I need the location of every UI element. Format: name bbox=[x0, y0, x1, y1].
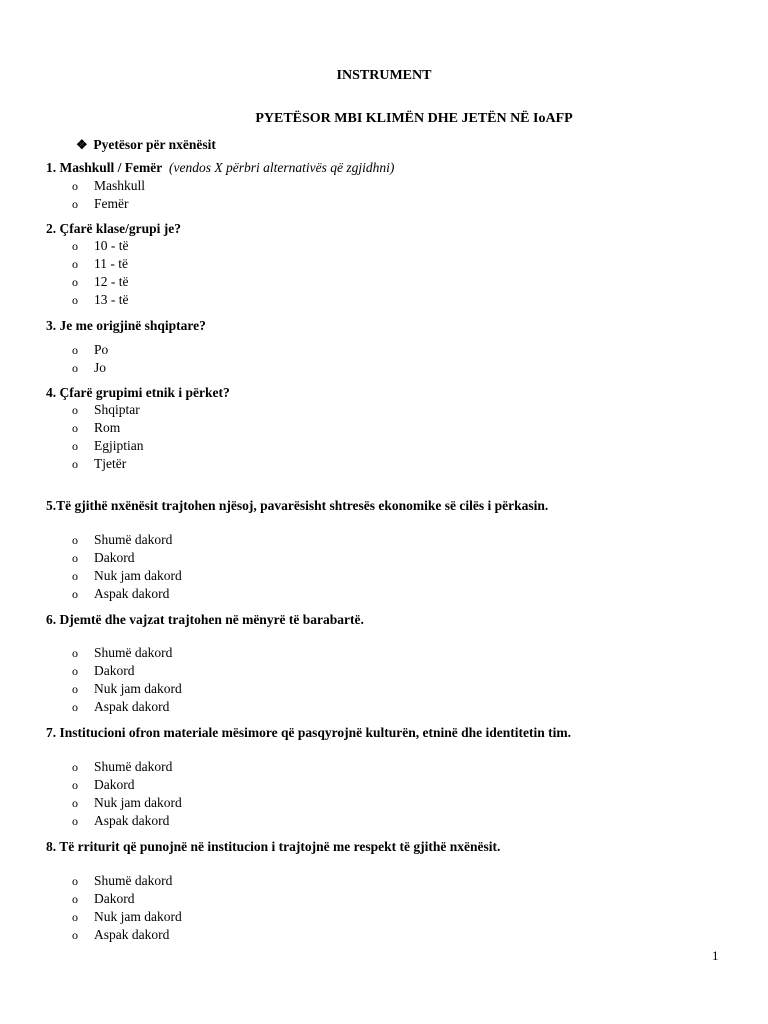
document-title: INSTRUMENT bbox=[336, 68, 432, 83]
option-item[interactable] bbox=[72, 813, 169, 829]
question-text: 6. Djemtë dhe vajzat trajtohen në mënyrë të barabartë. bbox=[46, 612, 364, 627]
question-text: 7. Institucioni ofron materiale mësimore që pasqyrojnë kulturën, etninë dhe identitetin tim. bbox=[46, 725, 571, 740]
option-item[interactable] bbox=[72, 292, 129, 308]
circle-marker-icon: o bbox=[72, 197, 78, 211]
option-item[interactable] bbox=[72, 360, 106, 376]
circle-marker-icon: o bbox=[72, 892, 78, 906]
question-text: 1. Mashkull / Femër bbox=[46, 160, 163, 175]
option-label: Jo bbox=[94, 360, 107, 375]
circle-marker-icon: o bbox=[72, 928, 78, 942]
option-item[interactable] bbox=[72, 909, 182, 925]
option-label: Shumë dakord bbox=[94, 873, 173, 888]
circle-marker-icon: o bbox=[72, 587, 78, 601]
question-7 bbox=[46, 725, 571, 741]
option-label: 12 - të bbox=[94, 274, 129, 289]
option-item[interactable] bbox=[72, 663, 135, 679]
option-item[interactable] bbox=[72, 402, 140, 418]
circle-marker-icon: o bbox=[72, 361, 78, 375]
option-label: Aspak dakord bbox=[94, 927, 170, 942]
option-label: Shumë dakord bbox=[94, 759, 173, 774]
option-label: Po bbox=[94, 342, 109, 357]
option-label: Nuk jam dakord bbox=[94, 568, 182, 583]
option-label: 13 - të bbox=[94, 292, 129, 307]
option-label: 10 - të bbox=[94, 238, 129, 253]
circle-marker-icon: o bbox=[72, 682, 78, 696]
circle-marker-icon: o bbox=[72, 257, 78, 271]
question-3 bbox=[46, 318, 206, 334]
option-item[interactable] bbox=[72, 256, 128, 272]
question-1 bbox=[46, 160, 394, 176]
option-item[interactable] bbox=[72, 927, 169, 943]
option-item[interactable] bbox=[72, 568, 182, 584]
option-label: Tjetër bbox=[94, 456, 127, 471]
circle-marker-icon: o bbox=[72, 778, 78, 792]
option-label: Dakord bbox=[94, 663, 135, 678]
circle-marker-icon: o bbox=[72, 439, 78, 453]
option-label: Aspak dakord bbox=[94, 699, 170, 714]
question-text: 4. Çfarë grupimi etnik i përket? bbox=[46, 385, 230, 400]
circle-marker-icon: o bbox=[72, 664, 78, 678]
circle-marker-icon: o bbox=[72, 569, 78, 583]
circle-marker-icon: o bbox=[72, 796, 78, 810]
circle-marker-icon: o bbox=[72, 646, 78, 660]
option-item[interactable] bbox=[72, 238, 129, 254]
question-text: 3. Je me origjinë shqiptare? bbox=[46, 318, 206, 333]
circle-marker-icon: o bbox=[72, 179, 78, 193]
circle-marker-icon: o bbox=[72, 760, 78, 774]
option-item[interactable] bbox=[72, 645, 172, 661]
question-text: 8. Të rriturit që punojnë në institucion i trajtojnë me respekt të gjithë nxënësit. bbox=[46, 839, 501, 854]
option-item[interactable] bbox=[72, 342, 108, 358]
option-label: Mashkull bbox=[94, 178, 146, 193]
circle-marker-icon: o bbox=[72, 293, 78, 307]
option-item[interactable] bbox=[72, 438, 144, 454]
option-item[interactable] bbox=[72, 420, 120, 436]
option-item[interactable] bbox=[72, 699, 169, 715]
option-label: Nuk jam dakord bbox=[94, 909, 182, 924]
circle-marker-icon: o bbox=[72, 700, 78, 714]
question-8 bbox=[46, 839, 500, 855]
option-item[interactable] bbox=[72, 532, 172, 548]
option-item[interactable] bbox=[72, 777, 135, 793]
question-note: (vendos X përbri alternativës që zgjidhni) bbox=[169, 160, 395, 175]
circle-marker-icon: o bbox=[72, 457, 78, 471]
circle-marker-icon: o bbox=[72, 403, 78, 417]
circle-marker-icon: o bbox=[72, 874, 78, 888]
question-4 bbox=[46, 385, 230, 401]
option-item[interactable] bbox=[72, 586, 169, 602]
circle-marker-icon: o bbox=[72, 551, 78, 565]
document-subtitle: PYETËSOR MBI KLIMËN DHE JETËN NË IoAFP bbox=[255, 111, 573, 126]
option-label: Rom bbox=[94, 420, 121, 435]
circle-marker-icon: o bbox=[72, 814, 78, 828]
question-text: 5.Të gjithë nxënësit trajtohen njësoj, pavarësisht shtresës ekonomike së cilës i përkasin. bbox=[46, 498, 549, 513]
section-heading bbox=[76, 137, 216, 153]
option-label: Shqiptar bbox=[94, 402, 140, 417]
option-label: 11 - të bbox=[94, 256, 128, 271]
option-item[interactable] bbox=[72, 196, 129, 212]
page-number: 1 bbox=[712, 948, 719, 963]
circle-marker-icon: o bbox=[72, 239, 78, 253]
option-item[interactable] bbox=[72, 759, 172, 775]
circle-marker-icon: o bbox=[72, 533, 78, 547]
option-label: Femër bbox=[94, 196, 129, 211]
question-text: 2. Çfarë klase/grupi je? bbox=[46, 221, 181, 236]
option-item[interactable] bbox=[72, 550, 135, 566]
option-item[interactable] bbox=[72, 873, 172, 889]
option-label: Egjiptian bbox=[94, 438, 144, 453]
option-label: Aspak dakord bbox=[94, 586, 170, 601]
option-item[interactable] bbox=[72, 178, 145, 194]
section-heading-text: Pyetësor për nxënësit bbox=[93, 137, 216, 152]
question-5 bbox=[46, 498, 548, 514]
option-item[interactable] bbox=[72, 681, 182, 697]
option-label: Nuk jam dakord bbox=[94, 795, 182, 810]
option-label: Aspak dakord bbox=[94, 813, 170, 828]
option-item[interactable] bbox=[72, 456, 126, 472]
question-6 bbox=[46, 612, 364, 628]
circle-marker-icon: o bbox=[72, 275, 78, 289]
circle-marker-icon: o bbox=[72, 910, 78, 924]
question-2 bbox=[46, 221, 181, 237]
option-label: Dakord bbox=[94, 891, 135, 906]
option-label: Shumë dakord bbox=[94, 532, 173, 547]
option-item[interactable] bbox=[72, 274, 129, 290]
option-label: Dakord bbox=[94, 777, 135, 792]
diamond-bullet-icon: ❖ bbox=[76, 137, 88, 152]
circle-marker-icon: o bbox=[72, 421, 78, 435]
option-item[interactable] bbox=[72, 891, 135, 907]
option-item[interactable] bbox=[72, 795, 182, 811]
circle-marker-icon: o bbox=[72, 343, 78, 357]
option-label: Nuk jam dakord bbox=[94, 681, 182, 696]
option-label: Shumë dakord bbox=[94, 645, 173, 660]
option-label: Dakord bbox=[94, 550, 135, 565]
